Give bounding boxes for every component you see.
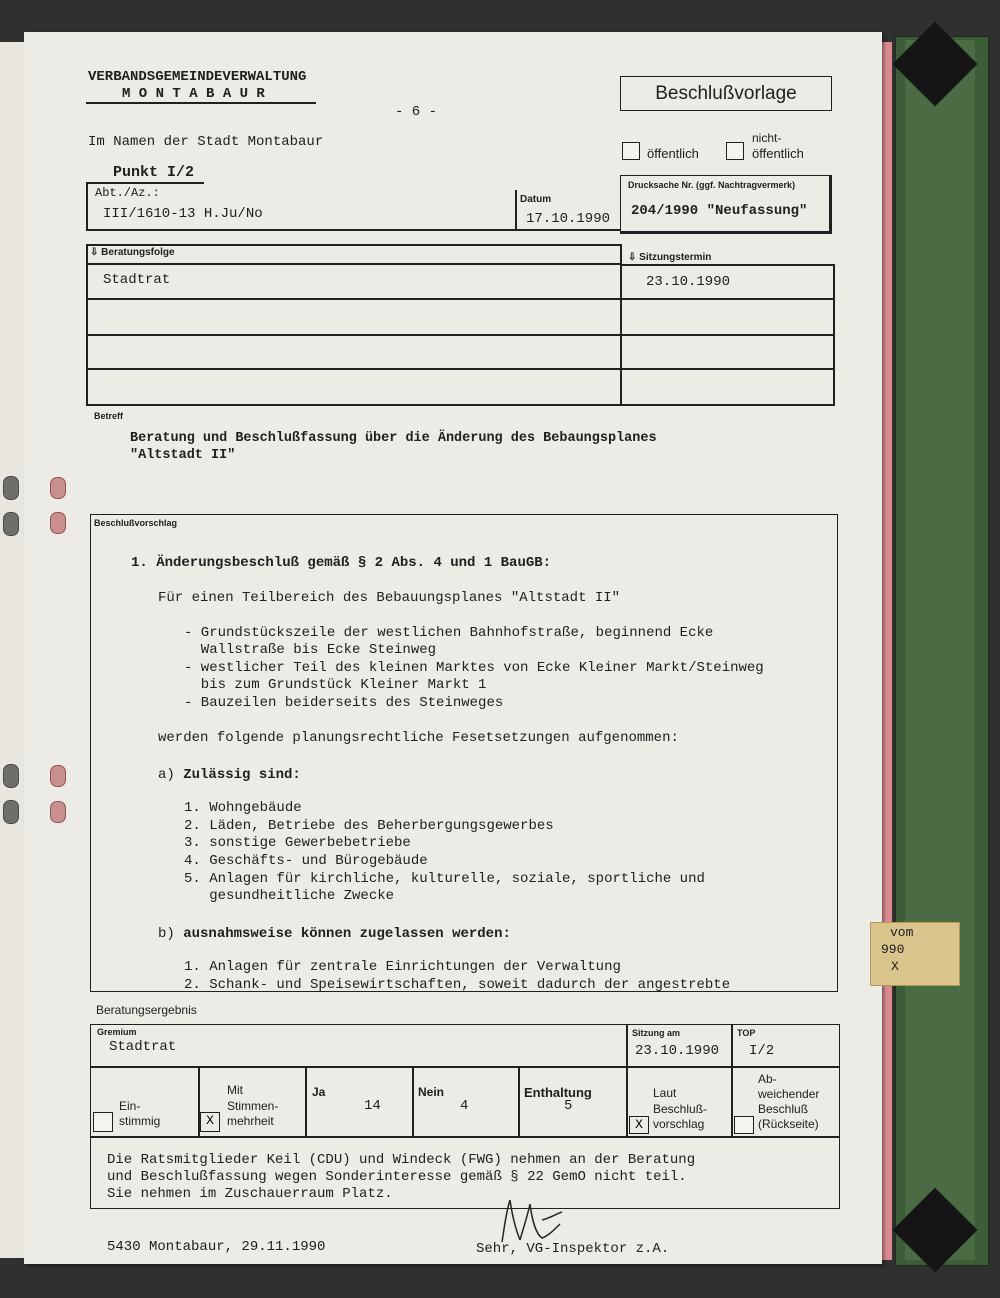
- beratungsfolge-top: [86, 244, 620, 246]
- laut-label-1: Laut: [653, 1086, 677, 1100]
- signature-stroke: [502, 1200, 562, 1242]
- betreff-line2: "Altstadt II": [130, 448, 236, 463]
- abweichend-checkbox: [734, 1116, 754, 1134]
- list-item: 2. Läden, Betriebe des Beherbergungsgewerbes: [184, 818, 554, 834]
- arrow-down-icon: ⇩: [628, 252, 640, 263]
- mehrheit-checkbox: X: [200, 1112, 220, 1132]
- punch-hole: [50, 801, 66, 823]
- beschlussvorschlag-intro: Für einen Teilbereich des Bebauungsplanes "Altstadt II": [158, 590, 621, 606]
- ja-label: Ja: [312, 1085, 326, 1099]
- enthaltung-value: 5: [564, 1098, 573, 1114]
- beratungsfolge-label-text: Beratungsfolge: [101, 247, 175, 258]
- list-item: 5. Anlagen für kirchliche, kulturelle, soziale, sportliche und: [184, 871, 705, 887]
- betreff-line1: Beratung und Beschlußfassung über die Änderung des Bebaungsplanes: [130, 431, 657, 446]
- ergebnis-label: Beratungsergebnis: [96, 1003, 197, 1017]
- abweichend-label-2: weichender: [758, 1087, 820, 1101]
- ergebnis-col-line: [626, 1024, 628, 1136]
- datum-value: 17.10.1990: [526, 211, 611, 227]
- punch-hole: [50, 512, 66, 534]
- laut-beschlussvorschlag-checkbox: X: [629, 1116, 649, 1134]
- sitzungstermin-label-text: Sitzungstermin: [639, 252, 712, 263]
- bullet-item: bis zum Grundstück Kleiner Markt 1: [184, 677, 487, 693]
- festsetzungen-line: werden folgende planungsrechtliche Fesetsetzungen aufgenommen:: [158, 730, 679, 746]
- list-item: 1. Anlagen für zentrale Einrichtungen der Verwaltung: [184, 959, 621, 975]
- org-underline: [86, 102, 316, 104]
- punch-hole: [3, 512, 19, 536]
- ergebnis-note-line: Die Ratsmitglieder Keil (CDU) und Windeck (FWG) nehmen an der Beratung: [107, 1152, 696, 1168]
- section-a-heading: [158, 765, 301, 784]
- punch-hole: [3, 764, 19, 788]
- abweichend-label-3: Beschluß: [758, 1102, 809, 1116]
- nicht-oeffentlich-label-1: nicht-: [752, 131, 782, 145]
- mehrheit-label-2: Stimmen-: [227, 1099, 279, 1113]
- section-b-label: b): [158, 926, 184, 942]
- oeffentlich-checkbox: [622, 142, 640, 160]
- section-a-label: a): [158, 767, 184, 783]
- left-page-edge: [0, 42, 25, 1258]
- org-city: M O N T A B A U R: [122, 86, 265, 102]
- list-item: 2. Schank- und Speisewirtschaften, soweit dadurch der angestrebte: [184, 977, 731, 992]
- sitzungstermin-label: [628, 252, 711, 264]
- punch-hole: [50, 477, 66, 499]
- datum-label: Datum: [520, 194, 552, 205]
- bullet-item: Wallstraße bis Ecke Steinweg: [184, 642, 437, 658]
- sticky-note-line: 990: [881, 942, 905, 957]
- bullet-item: - Grundstückszeile der westlichen Bahnhofstraße, beginnend Ecke: [184, 625, 714, 641]
- punch-hole: [3, 800, 19, 824]
- beschlussvorschlag-heading: 1. Änderungsbeschluß gemäß § 2 Abs. 4 und 1 BauGB:: [131, 555, 552, 571]
- section-b-title: ausnahmsweise können zugelassen werden:: [183, 926, 511, 942]
- einstimmig-label-2: stimmig: [119, 1114, 161, 1128]
- drucksache-label: Drucksache Nr. (ggf. Nachtragvermerk): [628, 180, 796, 190]
- beratungsfolge-termin: 23.10.1990: [646, 274, 731, 290]
- beratungsfolge-left: [86, 244, 88, 406]
- top-value: I/2: [749, 1043, 775, 1059]
- einstimmig-checkbox: [93, 1112, 113, 1132]
- page-stack-edge: [882, 42, 892, 1260]
- beratungsfolge-row-line: [86, 368, 834, 370]
- sticky-note-line: X: [891, 959, 899, 974]
- gremium-label: Gremium: [97, 1027, 137, 1037]
- top-label: TOP: [737, 1028, 756, 1038]
- ergebnis-col-line: [731, 1024, 733, 1136]
- betreff-label: Betreff: [94, 411, 124, 421]
- punch-hole: [50, 765, 66, 787]
- list-item: 3. sonstige Gewerbebetriebe: [184, 835, 411, 851]
- list-item: 4. Geschäfts- und Bürogebäude: [184, 853, 428, 869]
- doc-type: Beschlußvorlage: [655, 83, 797, 104]
- datum-divider: [515, 190, 517, 230]
- nicht-oeffentlich-label-2: öffentlich: [752, 146, 804, 161]
- ergebnis-row-line: [90, 1136, 840, 1138]
- beratungsfolge-row-line: [86, 298, 834, 300]
- enthaltung-label: Enthaltung: [524, 1085, 592, 1100]
- abt-label: Abt./Az.:: [95, 186, 160, 200]
- beschlussvorschlag-label: Beschlußvorschlag: [94, 518, 178, 528]
- punkt-underline: [86, 182, 204, 184]
- signature-text: Sehr, VG-Inspektor z.A.: [476, 1241, 670, 1257]
- abweichend-label-4: (Rückseite): [758, 1117, 819, 1131]
- laut-label-2: Beschluß-: [653, 1102, 708, 1116]
- beschlussvorschlag-box: [90, 514, 838, 992]
- binder-cover-inner: [905, 40, 975, 1260]
- ergebnis-col-line: [305, 1066, 307, 1136]
- list-item: 1. Wohngebäude: [184, 800, 302, 816]
- sitzung-label: Sitzung am: [632, 1028, 681, 1038]
- im-namen: Im Namen der Stadt Montabaur: [88, 134, 324, 150]
- laut-label-3: vorschlag: [653, 1117, 705, 1131]
- beratungsfolge-bottom: [86, 404, 834, 406]
- ergebnis-row-line: [90, 1066, 840, 1068]
- nicht-oeffentlich-checkbox: [726, 142, 744, 160]
- beratungsfolge-label: [90, 247, 175, 259]
- beratungsfolge-gremium: Stadtrat: [103, 272, 171, 288]
- place-date: 5430 Montabaur, 29.11.1990: [107, 1239, 326, 1255]
- mehrheit-label-1: Mit: [227, 1083, 243, 1097]
- header-bottom-line: [86, 229, 620, 231]
- section-a-title: Zulässig sind:: [183, 767, 301, 783]
- sitzungstermin-top: [620, 264, 834, 266]
- ergebnis-note-line: Sie nehmen im Zuschauerraum Platz.: [107, 1186, 393, 1202]
- beratungsfolge-mid: [620, 244, 622, 406]
- sticky-note-line: vom: [890, 925, 914, 940]
- punch-hole: [3, 476, 19, 500]
- bullet-item: - westlicher Teil des kleinen Marktes von Ecke Kleiner Markt/Steinweg: [184, 660, 764, 676]
- sitzung-value: 23.10.1990: [635, 1043, 720, 1059]
- beratungsfolge-row-line: [86, 334, 834, 336]
- abt-value: III/1610-13 H.Ju/No: [103, 206, 263, 222]
- punkt: Punkt I/2: [113, 164, 195, 181]
- beratungsfolge-header-line: [86, 263, 620, 265]
- ergebnis-col-line: [518, 1066, 520, 1136]
- oeffentlich-label: öffentlich: [647, 146, 699, 161]
- nein-value: 4: [460, 1098, 469, 1114]
- page-number: - 6 -: [395, 104, 438, 120]
- arrow-down-icon: ⇩: [90, 247, 102, 258]
- abweichend-label-1: Ab-: [758, 1072, 777, 1086]
- section-b-heading: [158, 924, 511, 943]
- ergebnis-col-line: [412, 1066, 414, 1136]
- bullet-item: - Bauzeilen beiderseits des Steinweges: [184, 695, 504, 711]
- mehrheit-label-3: mehrheit: [227, 1114, 274, 1128]
- org-name: VERBANDSGEMEINDEVERWALTUNG: [88, 69, 307, 85]
- einstimmig-label-1: Ein-: [119, 1099, 141, 1113]
- drucksache-value: 204/1990 "Neufassung": [631, 203, 808, 219]
- abt-left-border: [86, 182, 88, 230]
- list-item: gesundheitliche Zwecke: [184, 888, 395, 904]
- nein-label: Nein: [418, 1085, 445, 1099]
- gremium-value: Stadtrat: [109, 1039, 177, 1055]
- ergebnis-note-line: und Beschlußfassung wegen Sonderinteresse gemäß § 22 GemO nicht teil.: [107, 1169, 687, 1185]
- ja-value: 14: [364, 1098, 381, 1114]
